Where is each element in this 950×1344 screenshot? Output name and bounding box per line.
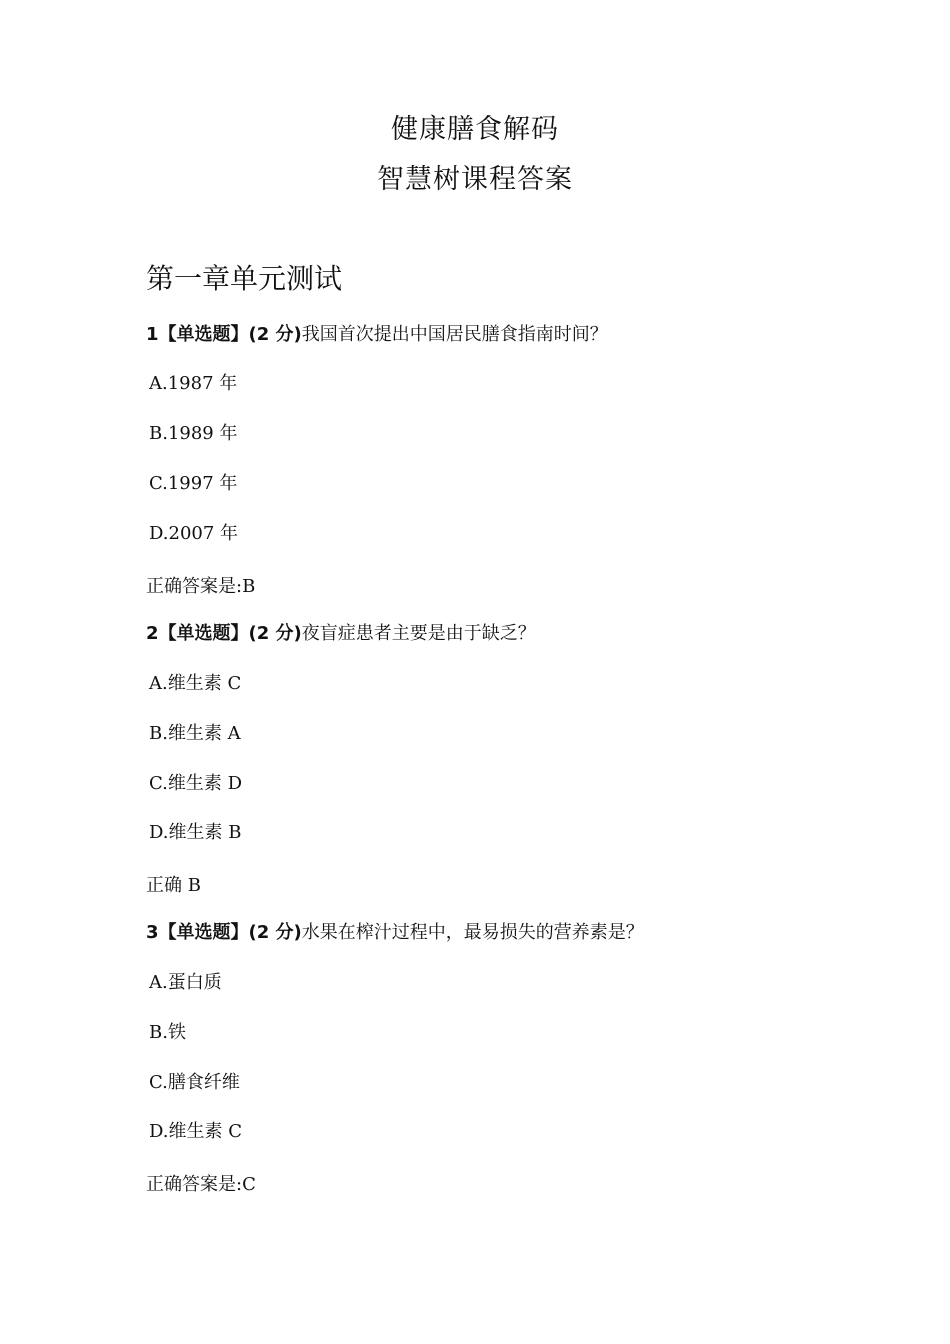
question-text: 夜盲症患者主要是由于缺乏？ — [301, 623, 536, 644]
question-3 — [146, 921, 644, 945]
document-title: 健康膳食解码 — [391, 114, 559, 145]
question-type: 【单选题】 — [158, 922, 249, 943]
option-d: D.维生素 C — [149, 1121, 243, 1142]
option-b: B.1989 年 — [149, 423, 238, 444]
question-text: 我国首次提出中国居民膳食指南时间？ — [301, 324, 608, 345]
option-a: A.蛋白质 — [149, 972, 222, 993]
option-a: A.1987 年 — [149, 373, 238, 394]
option-b: B.维生素 A — [149, 723, 241, 744]
question-score: (2 分) — [248, 324, 302, 345]
option-d: D.2007 年 — [149, 523, 239, 544]
option-a: A.维生素 C — [149, 673, 242, 694]
option-c: C.膳食纤维 — [149, 1072, 240, 1093]
option-c: C.1997 年 — [149, 473, 238, 494]
answer-line: 正确答案是:B — [146, 576, 256, 597]
question-number: 2 — [146, 623, 159, 644]
document-subtitle: 智慧树课程答案 — [377, 164, 573, 195]
question-number: 1 — [146, 324, 159, 345]
question-1 — [146, 323, 608, 347]
question-2 — [146, 622, 536, 646]
question-score: (2 分) — [248, 623, 302, 644]
question-text: 水果在榨汁过程中，最易损失的营养素是？ — [301, 922, 644, 943]
answer-line: 正确 B — [146, 875, 201, 896]
option-d: D.维生素 B — [149, 822, 242, 843]
chapter-heading: 第一章单元测试 — [146, 262, 343, 295]
option-c: C.维生素 D — [149, 773, 243, 794]
question-score: (2 分) — [248, 922, 302, 943]
answer-line: 正确答案是:C — [146, 1174, 256, 1195]
question-type: 【单选题】 — [158, 623, 249, 644]
question-type: 【单选题】 — [158, 324, 249, 345]
question-number: 3 — [146, 922, 159, 943]
option-b: B.铁 — [149, 1022, 186, 1043]
